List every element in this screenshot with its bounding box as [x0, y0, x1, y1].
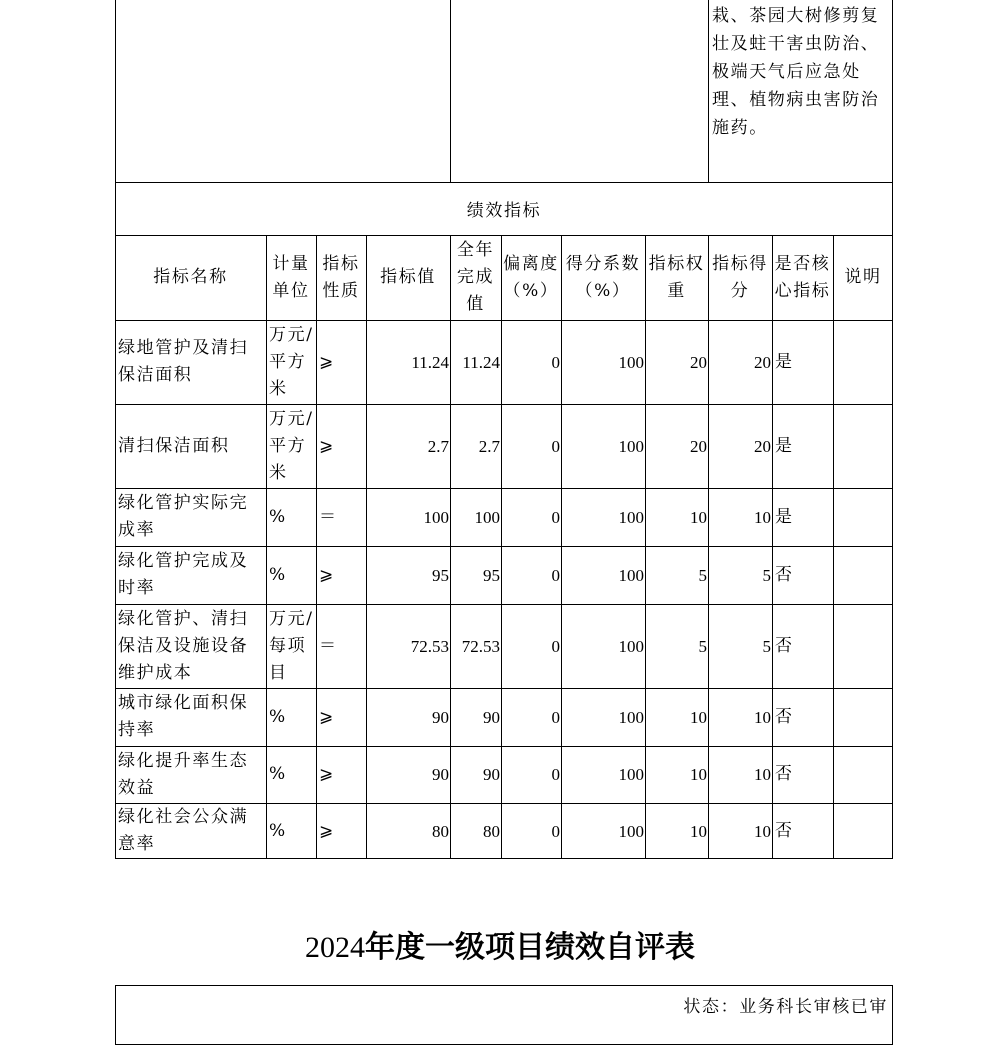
row-4-nature: ⩾: [319, 564, 334, 585]
row-3-nature: ＝: [319, 506, 336, 527]
row-6-unit: %: [269, 706, 287, 727]
header-unit: 计量单位: [272, 253, 310, 301]
row-3-core: 是: [775, 506, 794, 527]
row-4-value: 95: [432, 565, 449, 585]
header-score: 指标得分: [712, 253, 768, 301]
header-nature: 指标性质: [322, 253, 360, 301]
header-coef: 得分系数（%）: [565, 253, 641, 301]
row-8-coef: 100: [618, 821, 644, 841]
row-1-score: 20: [754, 352, 771, 372]
row-6-core: 否: [775, 706, 794, 727]
row-5-nature: ＝: [319, 635, 336, 656]
header-annual: 全年完成值: [456, 240, 495, 314]
row-6-nature: ⩾: [319, 706, 334, 727]
row-3-score: 10: [754, 507, 771, 527]
row-1-name: 绿地管护及清扫保洁面积: [118, 338, 249, 385]
row-7-value: 90: [432, 765, 449, 784]
header-weight: 指标权重: [648, 253, 705, 301]
row-7-deviation: 0: [551, 765, 560, 784]
row-4-core: 否: [775, 564, 794, 585]
next-form-box: [115, 985, 893, 1045]
row-6-coef: 100: [618, 707, 644, 727]
row-6-deviation: 0: [551, 707, 560, 727]
row-2-score: 20: [754, 436, 771, 456]
row-8-note: [834, 803, 892, 859]
row-3-weight: 10: [690, 507, 707, 527]
row-3-deviation: 0: [551, 507, 560, 527]
header-name: 指标名称: [153, 267, 228, 287]
top-divider-2: [708, 0, 709, 182]
row-3-annual: 100: [474, 507, 500, 527]
row-8-weight: 10: [690, 821, 707, 841]
row-2-value: 2.7: [427, 436, 449, 456]
continued-description: 栽、茶园大树修剪复壮及蛀干害虫防治、极端天气后应急处理、植物病虫害防治施药。: [712, 6, 880, 138]
row-5-score: 5: [762, 636, 771, 656]
row-5-note: [834, 604, 892, 688]
row-5-annual: 72.53: [461, 636, 500, 656]
top-divider-1: [450, 0, 451, 182]
row-8-core: 否: [775, 820, 794, 841]
row-2-annual: 2.7: [478, 436, 500, 456]
row-8-value: 80: [432, 821, 449, 841]
row-2-core: 是: [775, 435, 794, 456]
row-4-weight: 5: [698, 565, 707, 585]
row-4-name: 绿化管护完成及时率: [118, 551, 249, 598]
row-7-name: 绿化提升率生态效益: [118, 750, 249, 798]
row-1-weight: 20: [690, 352, 707, 372]
row-3-note: [834, 488, 892, 546]
row-2-unit: 万元/平方米: [269, 408, 314, 483]
row-5-deviation: 0: [551, 636, 560, 656]
row-8-nature: ⩾: [319, 820, 334, 841]
row-6-weight: 10: [690, 707, 707, 727]
row-3-coef: 100: [618, 507, 644, 527]
row-1-annual: 11.24: [462, 352, 500, 372]
row-4-score: 5: [762, 565, 771, 585]
row-2-coef: 100: [618, 436, 644, 456]
document-title-year: 2024: [305, 931, 365, 964]
header-note: 说明: [844, 267, 882, 287]
row-2-weight: 20: [690, 436, 707, 456]
row-6-note: [834, 688, 892, 746]
row-2-nature: ⩾: [319, 435, 334, 456]
row-7-nature: ⩾: [319, 764, 334, 784]
row-8-unit: %: [269, 820, 287, 841]
row-8-annual: 80: [483, 821, 500, 841]
header-deviation: 偏离度（%）: [503, 253, 559, 301]
row-6-name: 城市绿化面积保持率: [118, 693, 249, 740]
row-7-annual: 90: [483, 765, 500, 784]
row-5-name: 绿化管护、清扫保洁及设施设备维护成本: [118, 608, 249, 683]
section-title: 绩效指标: [466, 201, 542, 221]
row-8-deviation: 0: [551, 821, 560, 841]
row-7-unit: %: [269, 764, 287, 784]
row-4-annual: 95: [483, 565, 500, 585]
row-6-value: 90: [432, 707, 449, 727]
row-8-name: 绿化社会公众满意率: [118, 807, 249, 854]
row-5-core: 否: [775, 635, 794, 656]
row-1-nature: ⩾: [319, 351, 334, 372]
row-1-coef: 100: [618, 352, 644, 372]
row-1-value: 11.24: [411, 352, 449, 372]
row-1-unit: 万元/平方米: [269, 324, 314, 399]
row-8-score: 10: [754, 821, 771, 841]
header-core: 是否核心指标: [774, 253, 831, 301]
row-4-unit: %: [269, 564, 287, 585]
row-7-core: 否: [775, 764, 794, 784]
row-1-note: [834, 320, 892, 404]
row-6-score: 10: [754, 707, 771, 727]
row-5-unit: 万元/每项目: [269, 608, 314, 683]
document-title: [0, 926, 1000, 970]
header-value: 指标值: [380, 267, 436, 287]
row-7-note: [834, 746, 892, 803]
row-7-weight: 10: [690, 765, 707, 784]
row-4-note: [834, 546, 892, 604]
row-1-deviation: 0: [551, 352, 560, 372]
row-4-deviation: 0: [551, 565, 560, 585]
row-4-coef: 100: [618, 565, 644, 585]
row-2-deviation: 0: [551, 436, 560, 456]
row-2-name: 清扫保洁面积: [118, 435, 230, 456]
status-text: 状态：业务科长审核已审: [683, 997, 888, 1017]
row-7-coef: 100: [618, 765, 644, 784]
row-5-weight: 5: [698, 636, 707, 656]
row-1-core: 是: [775, 351, 794, 372]
row-5-coef: 100: [618, 636, 644, 656]
row-2-note: [834, 404, 892, 488]
row-3-unit: %: [269, 506, 287, 527]
row-3-name: 绿化管护实际完成率: [118, 493, 249, 540]
row-7-score: 10: [754, 765, 771, 784]
document-title-text: 年度一级项目绩效自评表: [365, 930, 695, 965]
row-6-annual: 90: [483, 707, 500, 727]
row-3-value: 100: [423, 507, 449, 527]
row-5-value: 72.53: [410, 636, 449, 656]
